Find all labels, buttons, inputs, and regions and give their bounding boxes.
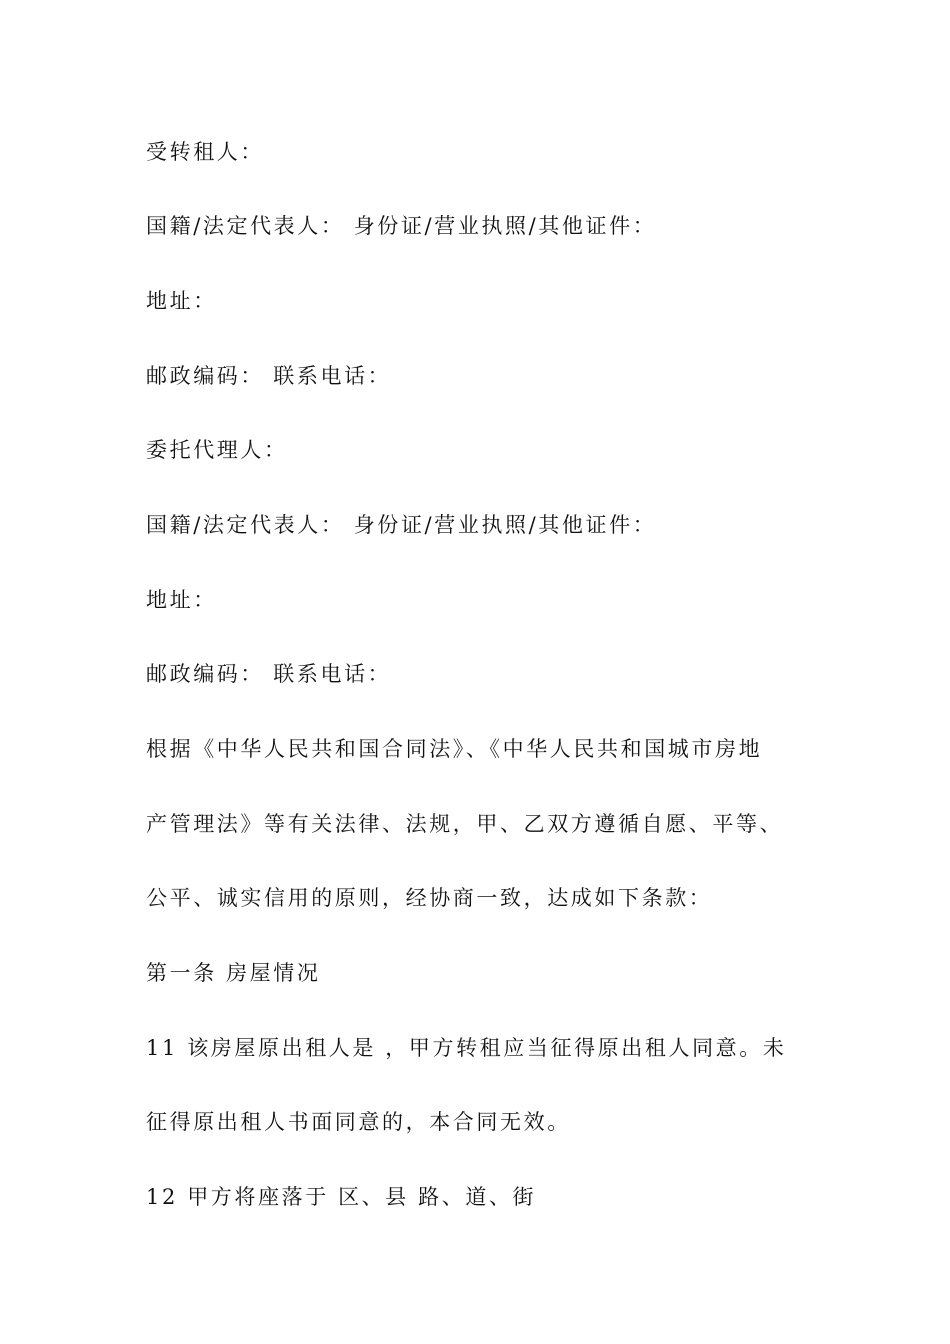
preamble-line-2: 产管理法》等有关法律、法规，甲、乙双方遵循自愿、平等、: [146, 812, 784, 836]
sublessee-address-label: 地址：: [146, 289, 217, 313]
agent-label: 委托代理人：: [146, 438, 288, 462]
clause-11-line-1: 11 该房屋原出租人是 ，甲方转租应当征得原出租人同意。未: [146, 1036, 787, 1060]
agent-nationality-id-line: 国籍/法定代表人： 身份证/营业执照/其他证件：: [146, 513, 657, 537]
sublessee-label: 受转租人：: [146, 140, 264, 164]
preamble-line-3: 公平、诚实信用的原则，经协商一致，达成如下条款：: [146, 886, 713, 910]
article-1-heading: 第一条 房屋情况: [146, 961, 321, 985]
preamble-line-1: 根据《中华人民共和国合同法》、《中华人民共和国城市房地: [146, 737, 763, 761]
sublessee-nationality-id-line: 国籍/法定代表人： 身份证/营业执照/其他证件：: [146, 214, 657, 238]
clause-11-line-2: 征得原出租人书面同意的，本合同无效。: [146, 1110, 571, 1134]
agent-postcode-phone-line: 邮政编码： 联系电话：: [146, 662, 392, 686]
agent-address-label: 地址：: [146, 588, 217, 612]
sublessee-postcode-phone-line: 邮政编码： 联系电话：: [146, 364, 392, 388]
clause-12-line-1: 12 甲方将座落于 区、县 路、道、街: [146, 1185, 537, 1209]
